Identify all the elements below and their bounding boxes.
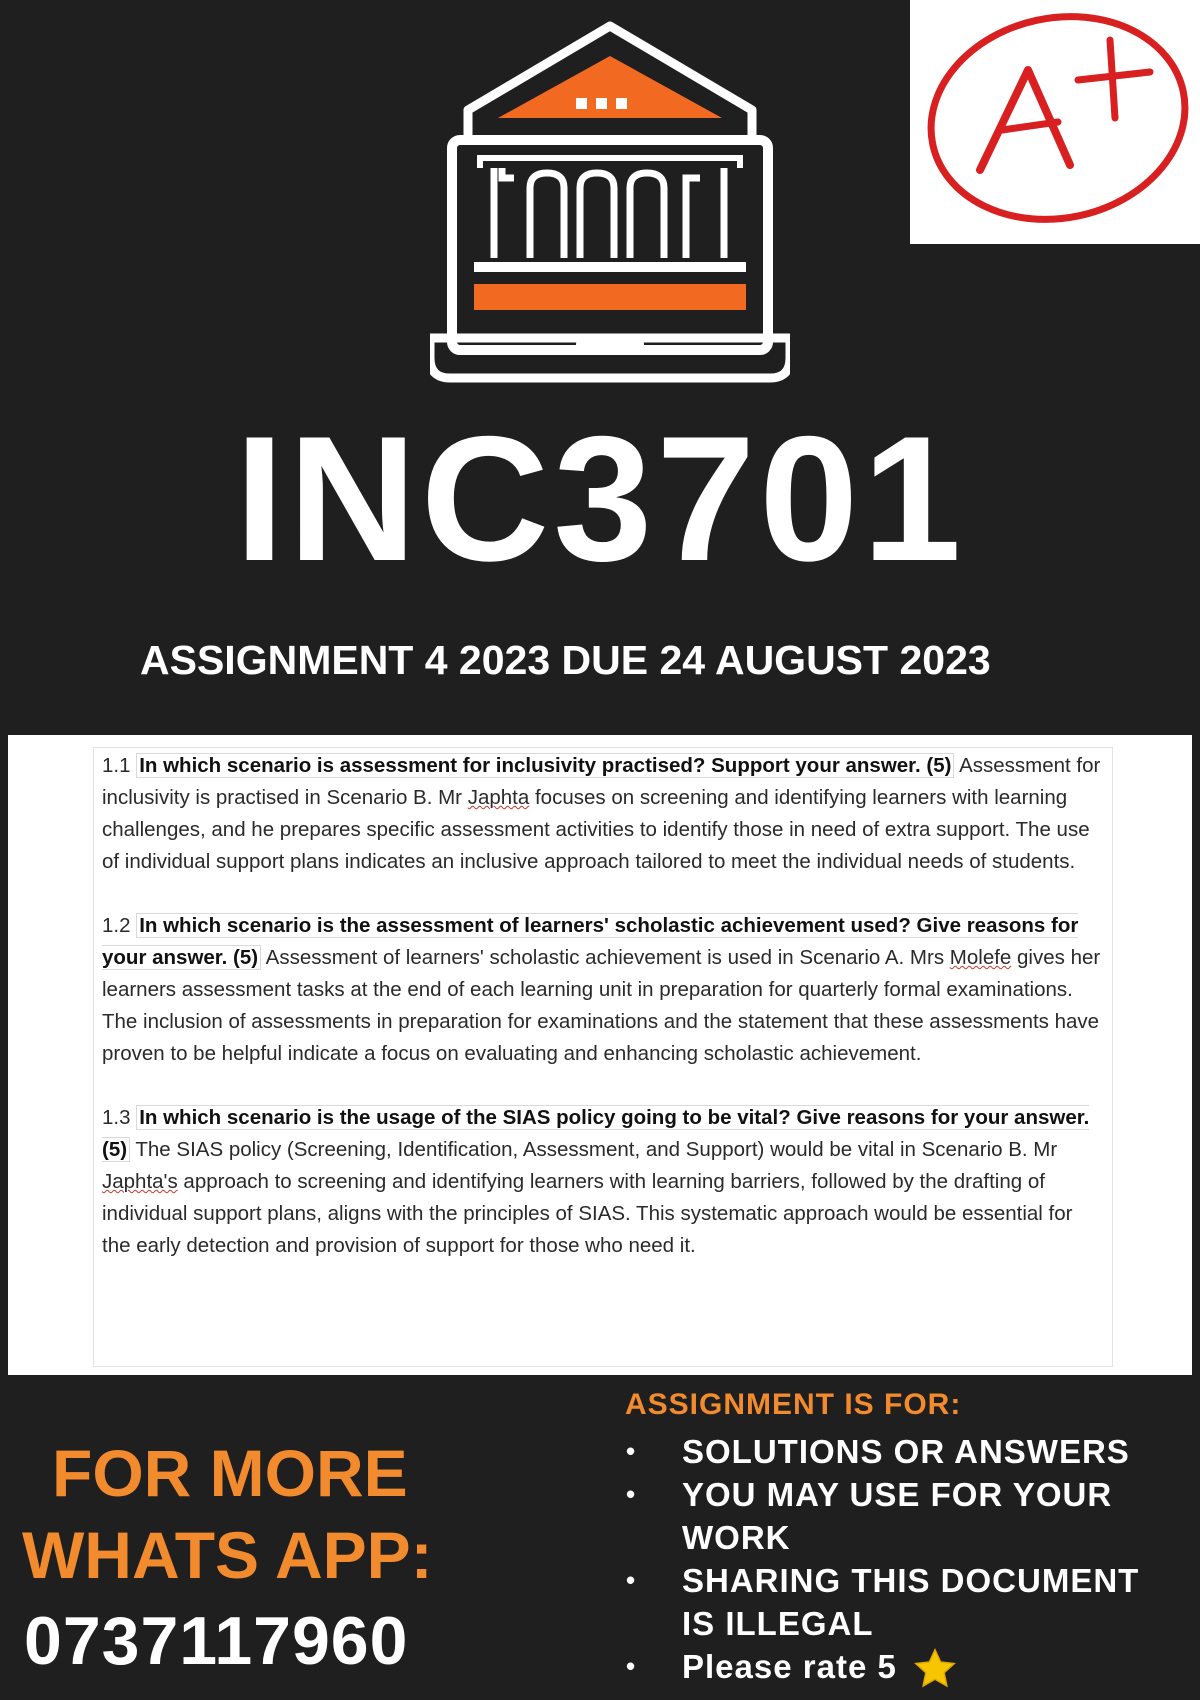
purpose-item — [620, 1645, 1180, 1691]
answer-text: focuses on screening and identifying learners with learning challenges, and he prepares specific assessment activities to identify those in need of extra support. The use of individual support plans indicates an inclusive approach tailored to meet the individual needs of students. — [102, 786, 1090, 873]
bullet-icon: • — [626, 1565, 637, 1595]
school-laptop-logo — [430, 18, 790, 388]
purpose-heading: ASSIGNMENT IS FOR: — [625, 1388, 962, 1421]
answer-name-underlined: Japhta — [467, 786, 530, 809]
question-text: In which scenario is assessment for inclusivity practised? Support your answer. (5) — [136, 753, 954, 778]
answer-text: gives her learners assessment tasks at the end of each learning unit in preparation for quarterly formal examinations. The inclusion of assessments in preparation for examinations and the statement that these assessments have proven to be helpful indicate a focus on evaluating and enhancing scholastic achievement. — [102, 946, 1101, 1065]
purpose-item — [620, 1559, 1180, 1645]
answer-block-3 — [102, 1102, 1104, 1262]
question-number: 1.3 — [102, 1106, 131, 1129]
purpose-item — [620, 1430, 1180, 1473]
bullet-icon: • — [626, 1651, 637, 1681]
answer-block-2 — [102, 910, 1104, 1070]
answer-text: approach to screening and identifying learners with learning barriers, followed by the drafting of individual support plans, aligns with the principles of SIAS. This systematic approach would be essential for the early detection and provision of support for those who need it. — [102, 1170, 1073, 1257]
purpose-item-text: SOLUTIONS OR ANSWERS — [682, 1433, 1130, 1470]
answer-name-underlined: Molefe — [949, 946, 1012, 969]
answer-text: Assessment for inclusivity is practised in Scenario B. Mr — [102, 754, 1101, 809]
answer-text-area — [93, 747, 1113, 1367]
answer-document-panel — [8, 735, 1192, 1375]
bullet-icon: • — [626, 1436, 637, 1466]
grade-stamp — [910, 0, 1200, 244]
grade-text: A+ — [910, 0, 912, 1]
whatsapp-phone-number[interactable]: 0737117960 — [24, 1603, 409, 1679]
question-number: 1.1 — [102, 754, 131, 777]
laptop-school-building-icon — [430, 18, 790, 388]
star-icon — [913, 1647, 957, 1691]
question-number: 1.2 — [102, 914, 131, 937]
purpose-item-text: Please rate 5 — [682, 1648, 897, 1685]
assignment-due-title: ASSIGNMENT 4 2023 DUE 24 AUGUST 2023 — [140, 637, 991, 683]
question-text: In which scenario is the usage of the SIAS policy going to be vital? Give reasons for your answer. (5) — [102, 1106, 1090, 1161]
answer-block-1 — [102, 750, 1104, 878]
answer-text: The SIAS policy (Screening, Identification, Assessment, and Support) would be vital in Scenario B. Mr — [130, 1138, 1058, 1161]
grade-circle-icon — [910, 0, 1200, 244]
bullet-icon: • — [626, 1479, 637, 1509]
question-text: In which scenario is the assessment of learners' scholastic achievement used? Give reasons for your answer. (5) — [102, 914, 1079, 969]
answer-name-underlined: Japhta's — [102, 1170, 178, 1193]
contact-line-2: WHATS APP: — [22, 1518, 433, 1592]
purpose-item-text: YOU MAY USE FOR YOUR WORK — [682, 1476, 1113, 1556]
purpose-item-text: SHARING THIS DOCUMENT IS ILLEGAL — [682, 1562, 1140, 1642]
purpose-list — [620, 1430, 1180, 1691]
answer-text: Assessment of learners' scholastic achievement is used in Scenario A. Mrs — [261, 946, 950, 969]
course-code-title: INC3701 — [234, 399, 966, 598]
purpose-item — [620, 1473, 1180, 1559]
contact-line-1: FOR MORE — [52, 1436, 408, 1510]
